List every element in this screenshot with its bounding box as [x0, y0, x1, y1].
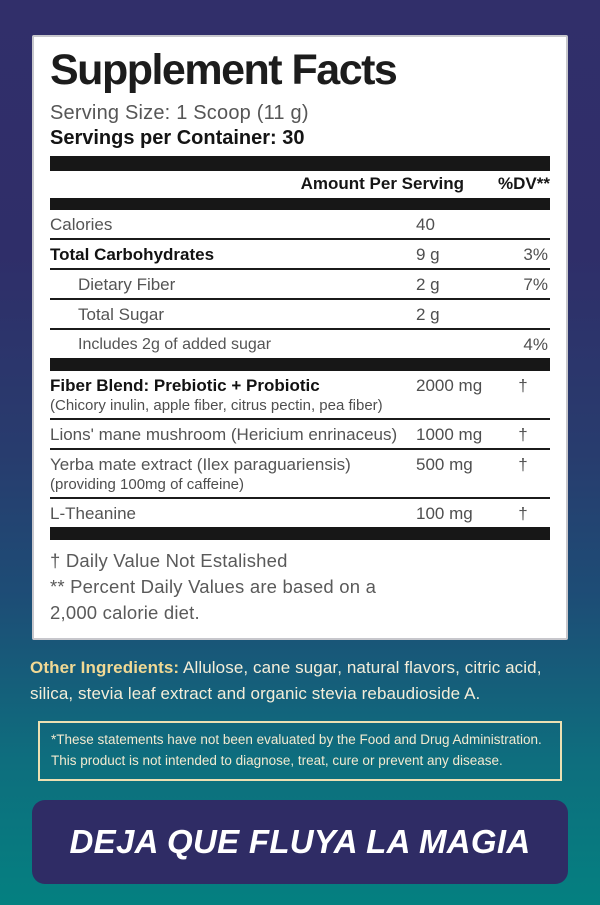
row-dv: †	[518, 455, 528, 474]
table-row	[50, 298, 550, 328]
row-dv: †	[518, 504, 528, 523]
row-dv: 3%	[523, 245, 548, 264]
table-row	[50, 210, 550, 238]
amount-header: Amount Per Serving	[300, 174, 465, 193]
serving-size: Serving Size: 1 Scoop (11 g)	[50, 102, 309, 124]
table-row	[50, 418, 550, 448]
facts-table	[50, 210, 550, 540]
row-amount: 9 g	[416, 245, 440, 264]
row-amount: 500 mg	[416, 455, 473, 474]
row-amount: 40	[416, 215, 435, 234]
other-ingredients	[30, 655, 570, 708]
row-dv: 7%	[523, 275, 548, 294]
row-name: Yerba mate extract (Ilex paraguariensis) (providing 100mg of caffeine)	[50, 454, 416, 494]
row-amount: 1000 mg	[416, 425, 483, 444]
footnote: ** Percent Daily Values are based on a 2,000 calorie diet.	[50, 576, 377, 623]
row-amount: 2 g	[416, 305, 440, 324]
dv-header: %DV**	[498, 174, 550, 193]
row-name: Fiber Blend: Prebiotic + Probiotic (Chicory inulin, apple fiber, citrus pectin, pea fiber)	[50, 375, 416, 415]
table-row	[50, 371, 550, 418]
row-name: Total Carbohydrates	[50, 245, 215, 264]
row-amount: 2000 mg	[416, 376, 483, 395]
table-row	[50, 238, 550, 268]
slogan-text: DEJA QUE FLUYA LA MAGIA	[69, 822, 531, 860]
other-ingredients-text: Allulose, cane sugar, natural flavors, citric acid, silica, stevia leaf extract and organic stevia rebaudioside A.	[30, 658, 542, 704]
divider-bar	[50, 358, 550, 371]
servings-per-container: Servings per Container: 30	[50, 127, 305, 149]
footnotes	[50, 548, 550, 626]
row-name: L-Theanine	[50, 504, 137, 523]
row-name: Lions' mane mushroom (Hericium enrinaceus)	[50, 425, 398, 444]
table-row	[50, 328, 550, 358]
divider-bar	[50, 156, 550, 171]
supplement-facts-panel	[32, 35, 568, 640]
row-subtext: (Chicory inulin, apple fiber, citrus pectin, pea fiber)	[50, 397, 383, 414]
row-dv: †	[518, 376, 528, 395]
fda-disclaimer: *These statements have not been evaluated by the Food and Drug Administration. This product is not intended to diagnose, treat, cure or prevent any disease.	[38, 721, 562, 781]
row-amount: 2 g	[416, 275, 440, 294]
divider-bar	[50, 198, 550, 210]
other-ingredients-label: Other Ingredients:	[30, 658, 180, 677]
row-amount: 100 mg	[416, 504, 473, 523]
row-dv: 4%	[523, 335, 548, 354]
panel-title: Supplement Facts	[50, 46, 397, 94]
row-name: Includes 2g of added sugar	[78, 336, 272, 353]
table-header	[50, 171, 550, 198]
table-row	[50, 268, 550, 298]
row-dv: †	[518, 425, 528, 444]
footnote: † Daily Value Not Estalished	[50, 550, 288, 571]
divider-bar	[50, 527, 550, 540]
table-row	[50, 497, 550, 527]
row-name: Dietary Fiber	[78, 275, 176, 294]
slogan-banner	[32, 800, 568, 884]
row-subtext: (providing 100mg of caffeine)	[50, 476, 245, 493]
row-name: Total Sugar	[78, 305, 164, 324]
row-name: Calories	[50, 215, 113, 234]
table-row	[50, 448, 550, 497]
